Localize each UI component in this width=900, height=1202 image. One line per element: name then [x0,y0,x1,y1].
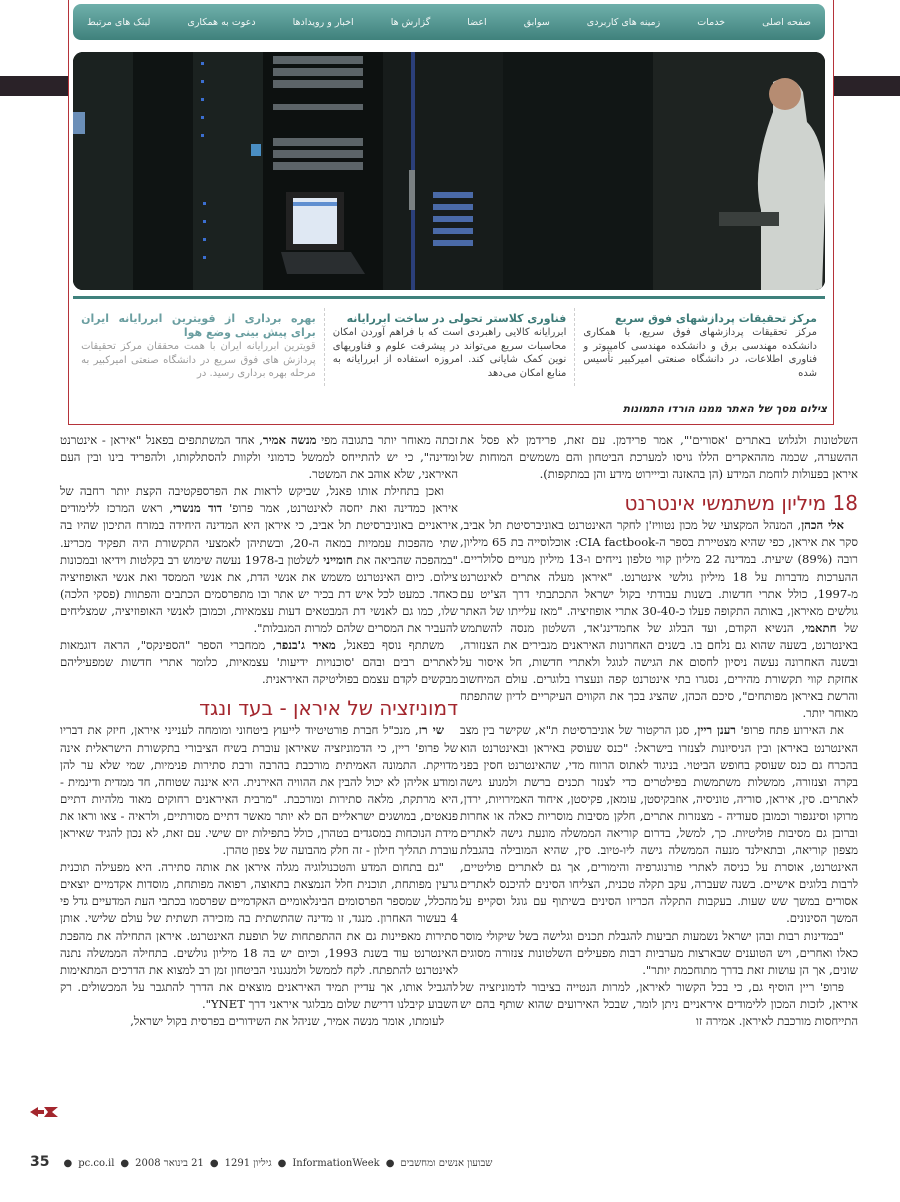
news-title[interactable]: مرکز تحقیقات پردازشهای فوق سریع [614,312,817,325]
news-title[interactable]: بهره برداری از قویترین ابررایانه ایران برای پیش بینی وضع هوا [81,312,316,339]
bullet-icon: ● [120,1158,130,1169]
text: , מנכ"ל חברת פורטיטיוד לייעוץ ביטחוני ומומחה לענייני איראן, חיזק את דבריו של פרופ' ריין, כי הדמוניזציה שאיראן עוברת בשיח הציבורי בתקשורת הישראלית אינה מדויקת. התמונה האמיתית מורכבת בהרבה ורבת סתירות פנימיות, שמי שלא ער להן ומודע אליהן לא יכול להבין את ההוויה האירנית. היא איננה שטוחה, חד ממדית ודינמית - היא מרתקת, מלאה סתירות ומורכבת. "מרבית האיראנים רחוקים מאוד מלהיות דתיים פנאטים, במושגים ישראליים הם לא יותר מאשר דתיים מסורתיים, ולראיה - צאו וראו את מידת הנוכחות במסגדים בטהרן, כולל בתפילות יום שישי. עם זאת, לא נכון להגיד שאיראן עוברת תהליך חילון - זה חלק מהבועה של צפון טהרן. [60,723,458,858]
nav-item-members[interactable]: اعضا [467,16,487,28]
divider [73,296,825,299]
text: משתתף נוסף בפאנל, [335,638,445,653]
nav-item-news[interactable]: اخبار و رویدادها [292,16,354,28]
news-strip [73,308,825,386]
website-screenshot [68,0,834,425]
paragraph [60,483,458,637]
site-nav-bar [73,4,825,40]
news-body: ابررایانه کالایی راهبردی است که با فراهم آوردن امکان محاسبات سریع می‌تواند در پیشرفت علوم و فناوریهای نوین کمک شایانی کند. امروزه استفاده از ابررایانه به منابع امکان می‌دهد [332,327,567,379]
person-name: אלי הכהן [801,518,844,533]
photo-caption: צילום מסך של האתר ממנו הורדו התמונות [622,403,827,415]
continue-arrow-icon [30,1106,58,1118]
article-column-left [60,432,458,1030]
paragraph: "במדינות רבות ובהן ישראל נשמעות תביעות להגבלת תכנים וגלישה בשל שיקולי מוסר כאלו ואחרים, ויש הטוענים שבארצות מערביות רבות מפעילים השלטונות צנזורה מסוגים שונים, אך הן עושות זאת בדרך מתוחכמת יותר". [460,928,858,977]
footer-site: pc.co.il [78,1158,115,1169]
page-number: 35 [30,1154,50,1170]
section-heading: 18 מיליון משתמשי אינטרנט [624,491,858,516]
news-item[interactable] [73,308,324,386]
article-column-right [460,432,858,1030]
nav-item-jobs[interactable]: دعوت به همکاری [187,16,256,28]
decorative-band-left [0,76,69,96]
nav-item-links[interactable]: لینک های مرتبط [87,16,151,28]
nav-item-reports[interactable]: گزارش ها [390,16,431,28]
text: , ממחברי הספר "הספינקס", הראה דוגמאות לאתרים רבים ובהם 'סוכנויות ידיעות' עצמאיות, כלומר אתרי חדשות שמפעיליהם מבקשים לקדם עצמם בפוליטיקה האיראנית. [60,638,458,687]
footer-issue: גיליון 1291 [224,1158,272,1169]
paragraph [460,722,858,927]
news-body: مرکز تحقیقات پردازشهای فوق سریع، با همکاری دانشکده مهندسی برق و دانشکده مهندسی کامپیوتر و فناوری اطلاعات، در دانشگاه صنعتی امیرکبیر تأسیس شده [583,327,817,379]
footer-weekly: שבועון אנשים ומחשבים [400,1158,493,1169]
nav-item-services[interactable]: خدمات [697,16,726,28]
text: , סגן הרקטור של אוניברסיטת ת"א, שקישר בין מצב האינטרנט באיראן ובין הניסיונות לצנזרו בישראל: "כנס שעוסק באיראן ובאינטרנט הוא בהכרח גם כנס שעוסק בחופש הביטוי. בניגוד לאתוס הרווח מדי, שהאינטרנט חסין בפני בקרה וצנזורה, ממשלות משתמשות בפילטרים כדי לצנזר תכנים ברשת ולמנוע גישה לאתרים. סין, איראן, סוריה, טוניסיה, אוזבקיסטן, עומאן, פקיסטן, איחוד האמירויות, ירדן, מרוקו וסינגפור וכמובן סעודיה - מצנזרות אתרים, חלקן מסיבות מוסריות כאלה או אחרות וברובן גם מסיבות פוליטיות. כך, למשל, בדרום קוריאה הממשלה מונעת גישה לאתרים מצפון קוריאה, ובתאילנד מנעה הממשלה גישה ליו-טיוב. סין, שהיא המובילה בהגבלת האינטרנט, אוסרת על כניסה לאתרי פורנוגרפיה והימורים, אך גם לאתרים פוליטיים, לרבות בלוגים אישיים. בשנה שעברה, עקב תקלה טכנית, הצליחו הסינים להיכנס לאתרים אסורים במשך שש שעות. בעקבות התקלה הכריזו הסינים בשיתוף עם גוגל וסקייפ על המשך הסינונים. [460,723,858,926]
footer-date: 21 בינואר 2008 [135,1158,204,1169]
page-footer [30,1154,870,1170]
person-name: שי רז [418,723,444,738]
nav-item-history[interactable]: سوابق [523,16,550,28]
news-title[interactable]: فناوری کلاستر تحولی در ساخت ابررایانه [346,312,567,325]
paragraph: "גם בתחום המדע והטכנולוגיה מגלה איראן את אותה סתירה. היא מפעילה תוכנית גרעין מפותחת, תוכנית חלל הנמצאת בתאוצה, רפואה מפותחת, מוסדות אקדמיים יוצאים מהכלל, שמספר הפרסומים הבינלאומיים האקדמיים שפרסמו בכתבי העת המדעיים גדל פי 4 בעשור האחרון. מנגד, זו מדינה שהתשתית בה מזכירה תשתית של עולם שלישי. אותן סתירות מאפיינות גם את ההתפתחות של תופעת האינטרנט. איראן התחילה את מהפכת האינטרנט עוד בשנת 1993, וכיום יש בה 18 מיליון גולשים. בתחילה הממשלה נתנה לאינטרנט להתפתח. לקח לממשל ולמנגנוני הביטחון זמן רב למצוא את הדרכים המתאימות להגביל אותו, אך עדיין תמיד האיראנים מוצאים את הדרך להתגבר על המכשולים. רק השבוע קיבלנו דרישת שלום מבלוגר איראני דרך YNET". [60,860,458,1011]
text: , המנהל המקצועי של מכון נטוויז'ן לחקר האינטרנט באוניברסיטת תל אביב, סקר את איראן, כפי שהיא מצטיירת בספר ה-CIA factbook: אוכלוסייה בת 65 מיליון, רובה (89%) שיעית. במדינה 22 מיליון קווי טלפון נייחים ו-13 מיליון מנויים סלולריים. ההערכות מדברות על 18 מיליון גולשי אינטרנט. "איראן מעלה אתרים לאינטרנט מ-1997, כולל אתרי חדשות. בשנות עבודתי בקול ישראל התכתבתי דרך הצ'יט עם גולשים מאיראן, באותה התקופה פעלו כ-30-40 אתרי אופוזיציה. "מאז עלייתו של האתר של [460,518,858,635]
decorative-band-right [832,76,900,96]
bullet-icon: ● [63,1158,73,1169]
bullet-icon: ● [209,1158,219,1169]
paragraph [460,517,858,722]
person-name: רענן ריין [697,723,736,738]
paragraph [60,432,458,483]
person-name: חתאמי [805,620,837,635]
news-item[interactable] [574,308,825,386]
paragraph: השלטונות ולגלוש באתרים 'אסורים'", אמר פרידמן. עם זאת, פרידמן לא פסל את ההשערה, שכמה מההאקרים הללו גויסו למערכת הביטחון והם משמשים המוחות של איראן בפעולות לוחמת המידע (הן בהאזנה ובייירוט מידע והן במתקפות). [460,433,858,482]
news-item[interactable] [324,308,575,386]
bullet-icon: ● [277,1158,287,1169]
text: , אחד המשתתפים בפאנל "איראן - אינטרנט ומדינה", כי יש להתייחס לממשל כדמוני ולקוות להסתלקותו, ולהפריד בינו ובין העם האיראני, שלא אוהב את המשטר. [60,433,458,482]
text: את האירוע פתח פרופ' [735,723,844,738]
nav-item-home[interactable]: صفحه اصلی [762,16,811,28]
footer-magazine: InformationWeek [292,1158,380,1169]
text: לשלטון ב-1978 נעשה שימוש רב בקלטות וידיאו ובמכונות צילום. כיום האינטרנט משמש את אנשי הדת, את אנשי הממסד ואת אנשי האופוזיציה כאחד. כמעט לכל איש דת בכיר יש אתר ובו מתפרסמים הכתבים והפתוות (פסקי הלכה) שלו, כמו גם לאנשי דת המבטאים דעות עצמאיות, וכמובן לאנשי האופוזיציה, שמצליחים להעביר את המסרים שלהם למרות המגבלות". [60,552,458,636]
bullet-icon: ● [385,1158,395,1169]
text: זכתה מאוחר יותר בתגובה מפי [316,433,459,447]
text: ואכן בתחילת אותו פאנל, שביקש לראות את הפרספקטיבה הקצת יותר רחבה של איראן כמדינה ואת יחסה לאינטרנט, אמר פרופ' [60,484,458,516]
person-name: מנשה אמיר [262,433,317,447]
section-heading: דמוניזציה של איראן - בעד ונגד [199,696,458,721]
news-body: قویترین ابررایانه ایران با همت محققان مرکز تحقیقات پردازش های فوق سریع در دانشگاه صنعتی امیرکبیر به مرحله بهره برداری رسید. در [81,341,316,379]
person-name: דוד מנשרי [173,501,223,516]
text: , ראש המרכז ללימודים איראניים באוניברסיטת תל אביב, כי איראן היא המדינה היחידה במזרח התיכון שהיו בה שתי מהפכות עממיות במאה ה-20, ובשתיהן לאמצעי התקשורת היה תפקיד מכריע. "במהפכה שהביאה את [60,501,458,567]
paragraph: לעומתו, אומר מנשה אמיר, שניהל את השידורים בפרסית בקול ישראל, [130,1014,444,1028]
paragraph [60,722,458,859]
person-name: מאיר ג'בנפר [276,638,336,653]
nav-item-applications[interactable]: زمینه های کاربردی [586,16,661,28]
paragraph: פרופ' ריין הוסיף גם, כי בכל הקשור לאיראן, למרות הנטייה בציבור לדמוניזציה של איראן, לזכות המכון ללימודים איראניים ניתן לומר, שבכל האירועים שהוא שותף בהם יש התייחסות מורכבת לאיראן. אמירה זו [460,979,858,1028]
person-name: חומייני [323,552,353,567]
text: , הנשיא הקודם, ועד הבלוג של אחמדינג'אד, השלטון מנסה להשתמש באינטרנט, בשעה שהוא גם נלחם בו. בשנים האחרונות האיראנים מגבירים את הצנזורה, ובשנה האחרונה נעשה ניסיון לחסום את הגישה לגוגל ולאתרי חדשות, חל איסור על אחזקת קווי תקשורת מהירים, נסגרו בתי אינטרנט קפה ונעצרו בלוגרים. עולם המיחשוב והרשת באיראן מפותחים", סיכם הכהן, שהציג בכך את הקווים העיקריים לדיון שהתפתח מאוחר יותר. [460,620,858,721]
server-room-photo [73,52,825,290]
paragraph [60,637,458,688]
